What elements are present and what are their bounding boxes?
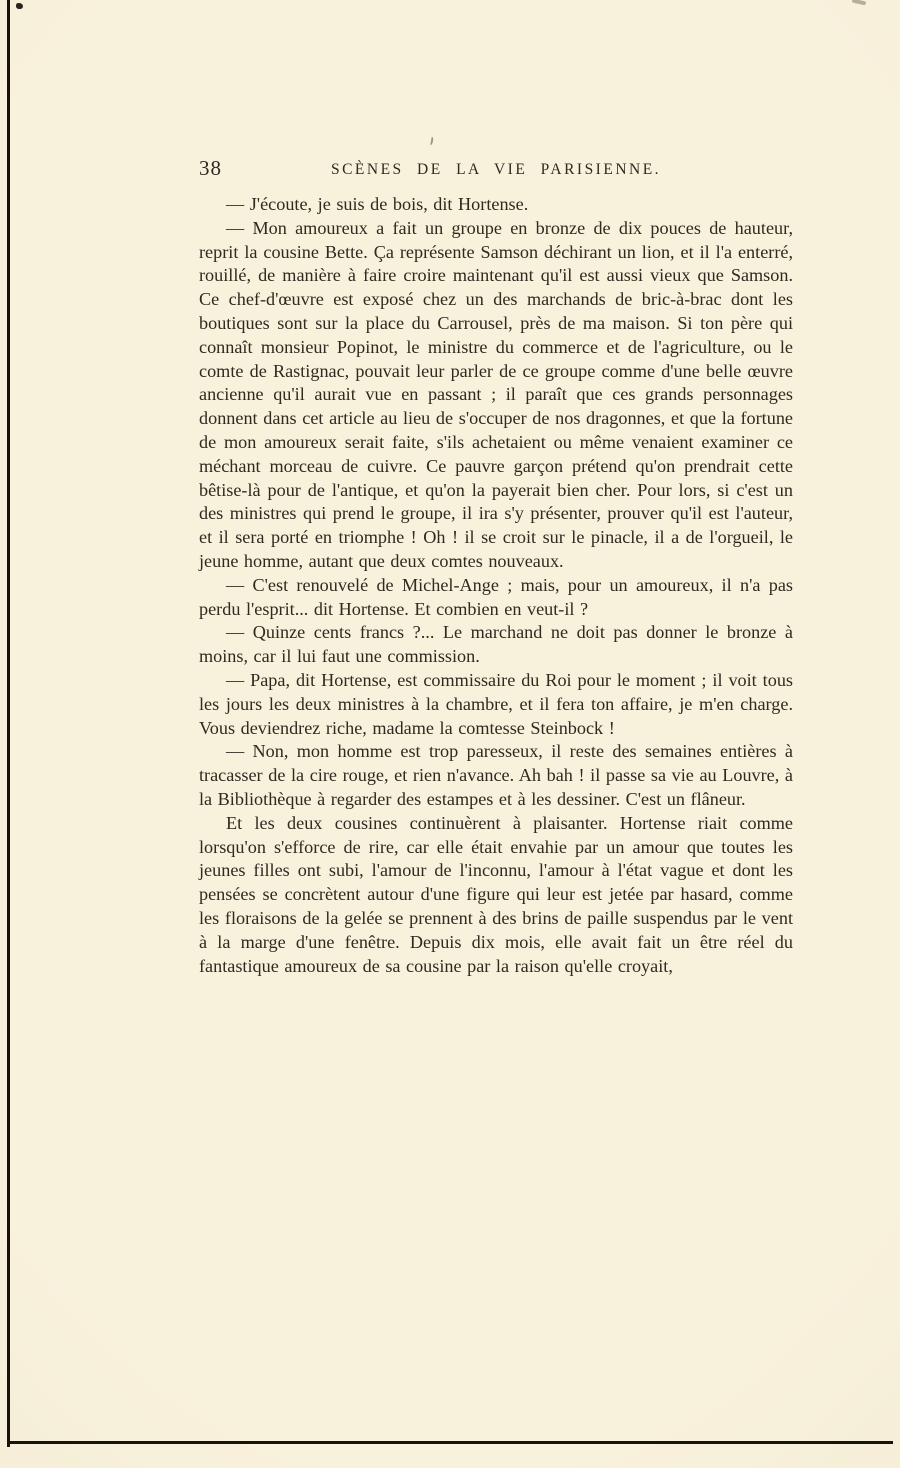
paragraph: Et les deux cousines continuèrent à plaisanter. Hortense riait comme lorsqu'on s'efforce de rire, car elle était envahie par un amour que toutes les jeunes filles ont subi, l'amour de l'inconnu, l'amour à l'état vague et dont les pensées se concrètent autour d'une figure qui leur est jetée par hasard, comme les floraisons de la gelée se prennent à des brins de paille suspendus par le vent à la marge d'une fenêtre. Depuis dix mois, elle avait fait un être réel du fantastique amoureux de sa cousine par la raison qu'elle croyait, bbox=[199, 812, 793, 976]
paragraph: — Mon amoureux a fait un groupe en bronze de dix pouces de hauteur, reprit la cousine Bette. Ça représente Samson déchirant un lion, et il l'a enterré, rouillé, de manière à faire croire maintenant qu'il est aussi vieux que Samson. Ce chef-d'œuvre est exposé chez un des marchands de bric-à-brac dont les boutiques sont sur la place du Carrousel, près de ma maison. Si ton père qui connaît monsieur Popinot, le ministre du commerce et de l'agriculture, ou le comte de Rastignac, pouvait leur parler de ce groupe comme d'une belle œuvre ancienne qu'il aurait vue en passant ; il paraît que ces grands personnages donnent dans cet article au lieu de s'occuper de nos dragonnes, et que la fortune de mon amoureux serait faite, s'ils achetaient ou même venaient examiner ce méchant morceau de cuivre. Ce pauvre garçon prétend qu'on prendrait cette bêtise-là pour de l'antique, et qu'on la payerait bien cher. Pour lors, si c'est un des ministres qui prend le groupe, il ira s'y présenter, prouver qu'il est l'auteur, et il sera porté en triomphe ! Oh ! il se croit sur le pinacle, il a de l'orgueil, le jeune homme, autant que deux comtes nouveaux. bbox=[199, 217, 793, 571]
page-number: 38 bbox=[199, 156, 222, 180]
page-header bbox=[199, 155, 793, 185]
paragraph: — Papa, dit Hortense, est commissaire du Roi pour le moment ; il voit tous les jours les deux ministres à la chambre, et il fera ton affaire, je m'en charge. Vous deviendrez riche, madame la comtesse Steinbock ! bbox=[199, 669, 793, 738]
paragraph: — Non, mon homme est trop paresseux, il reste des semaines entières à tracasser de la cire rouge, et rien n'avance. Ah bah ! il passe sa vie au Louvre, à la Bibliothèque à regarder des estampes et à les dessiner. C'est un flâneur. bbox=[199, 741, 793, 809]
body-text bbox=[199, 193, 793, 978]
scan-edge-line-bottom bbox=[7, 1441, 893, 1444]
scan-edge-line-left bbox=[7, 0, 10, 1447]
paragraph: — C'est renouvelé de Michel-Ange ; mais, pour un amoureux, il n'a pas perdu l'esprit... dit Hortense. Et combien en veut-il ? bbox=[199, 574, 793, 619]
scan-speck-top-left bbox=[16, 3, 23, 9]
running-title: SCÈNES DE LA VIE PARISIENNE. bbox=[330, 161, 662, 178]
page-content bbox=[199, 155, 793, 978]
paragraph: — Quinze cents francs ?... Le marchand ne doit pas donner le bronze à moins, car il lui faut une commission. bbox=[199, 622, 793, 667]
paragraph: — J'écoute, je suis de bois, dit Hortense. bbox=[226, 194, 529, 214]
